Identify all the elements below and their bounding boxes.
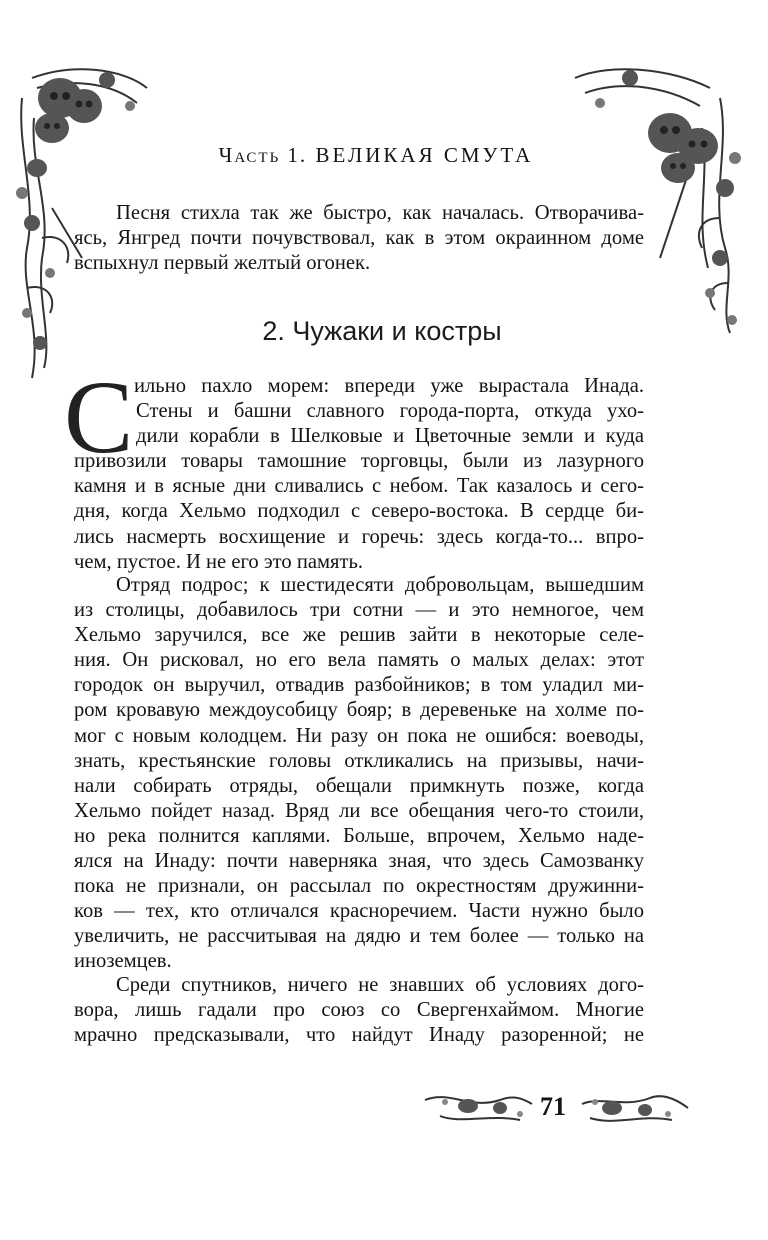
text-line: мрачно предсказывали, что найдут Инаду разоренной; не [74,1024,644,1047]
text-line: вспыхнул первый желтый огонек. [74,252,371,275]
text-line: Хельмо заручился, все же решив зайти в некоторые селе- [74,624,644,647]
text-line: ром кровавую междоусобицу бояр; в деревеньке на холме по- [74,699,644,722]
body-paragraph-1 [74,374,644,575]
drop-cap: С [64,360,134,475]
body-paragraph-3 [74,973,644,1048]
text-line: иноземцев. [74,950,172,973]
page-number: 71 [540,1092,566,1121]
text-line: ков — тех, кто отличался красноречием. Части нужно было [74,900,644,923]
text-line: но река полнится каплями. Больше, впрочем, Хельмо наде- [74,824,644,847]
paragraph [74,973,644,1048]
running-head [0,143,760,168]
text-line: Хельмо пойдет назад. Вряд ли все обещания чего-то стоили, [74,799,644,822]
text-line: Отряд подрос; к шестидесяти добровольцам, вышедшим [116,574,644,596]
text-line: пока не признали, он рассылал по окрестностям дружинни- [74,875,644,898]
text-line: чем, пустое. И не его это память. [74,550,364,573]
running-head-title: ВЕЛИКАЯ СМУТА [315,143,534,167]
text-line: дили корабли в Шелковые и Цветочные земли и куда [136,425,644,448]
intro-paragraph [74,201,644,276]
paragraph [74,201,644,276]
text-line: Стены и башни славного города-порта, откуда ухо- [136,400,644,423]
text-line: привозили товары тамошние торговцы, были из лазурного [74,450,644,473]
floral-scroll-ornament-icon [0,1088,768,1128]
footer-ornament [0,1088,768,1128]
text-line: из столицы, добавилось три сотни — и это немногое, чем [74,599,644,622]
text-line: вора, лишь гадали про союз со Свергенхаймом. Многие [74,999,644,1022]
text-line: камня и в ясные дни сливались с небом. Так казалось и сего- [74,475,644,498]
text-line: мог с новым колодцем. Ни разу он пока не ошибся: воеводы, [74,724,644,747]
text-line: увеличить, не рассчитывая на дядю и тем более — только на [74,925,644,948]
top-right-corner-ornament [570,58,755,338]
text-line: знать, крестьянские головы откликались на призывы, начи- [74,749,644,772]
skull-floral-ornament-icon [570,58,755,338]
chapter-heading: 2. Чужаки и костры [262,316,502,346]
text-line: нали собирать отряды, обещали примкнуть позже, когда [74,774,644,797]
text-line: ялся на Инаду: почти наверняка зная, что здесь Самозванку [74,850,644,873]
paragraph [74,374,644,575]
text-line: городок он выручил, отвадив разбойников; в том уладил ми- [74,674,644,697]
text-line: дня, когда Хельмо подходил с северо-востока. В сердце би- [74,500,644,523]
text-line: Среди спутников, ничего не знавших об условиях дого- [116,974,644,996]
text-line: ильно пахло морем: впереди уже вырастала Инада. [134,375,644,397]
text-line: лись насмерть восхищение и горечь: здесь когда-то... впро- [74,525,644,548]
body-paragraph-2 [74,573,644,975]
text-line: ния. Он рисковал, но его вела память о малых делах: этот [74,649,644,672]
text-line: ясь, Янгред почти почувствовал, как в этом окраинном доме [74,227,644,250]
text-line: Песня стихла так же быстро, как началась. Отворачива- [116,202,644,224]
paragraph [74,573,644,975]
running-head-part: Часть 1. [218,143,308,167]
